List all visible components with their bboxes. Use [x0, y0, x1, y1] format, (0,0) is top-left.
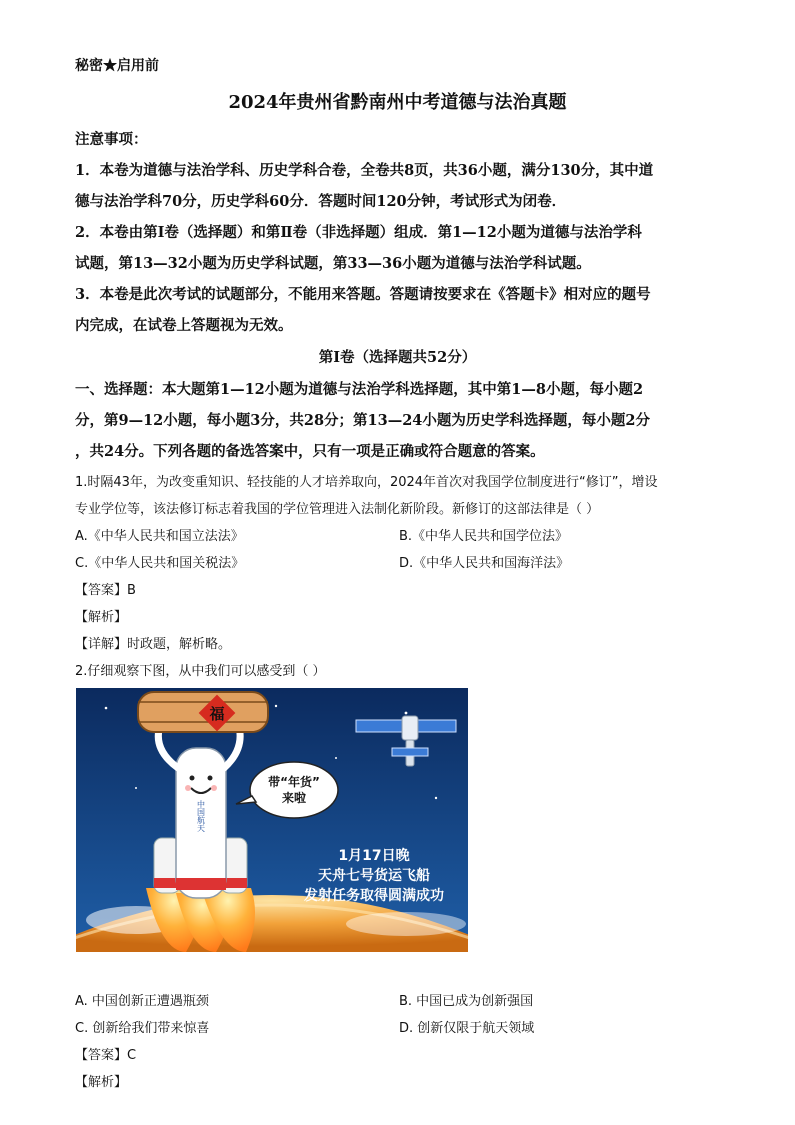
question-1-option-c: C.《中华人民共和国关税法》 [75, 556, 245, 571]
question-2-answer: 【答案】C [75, 1048, 137, 1063]
section-intro-line: 一、选择题：本大题第1—12小题为道德与法治学科选择题，其中第1—8小题，每小题2 [75, 381, 644, 398]
question-1-detail: 【详解】时政题，解析略。 [75, 637, 232, 652]
notice-line: 内完成，在试卷上答题视为无效。 [75, 317, 293, 334]
confidential-label: 秘密★启用前 [75, 58, 159, 74]
notice-line: 德与法治学科70分，历史学科60分．答题时间120分钟，考试形式为闭卷． [75, 193, 567, 210]
rocket-label: 中国航天 [196, 800, 206, 832]
notice-line: 2．本卷由第Ⅰ卷（选择题）和第Ⅱ卷（非选择题）组成．第1—12小题为道德与法治学科 [75, 224, 642, 241]
question-1-option-d: D.《中华人民共和国海洋法》 [399, 556, 570, 571]
question-2-option-d: D. 创新仅限于航天领域 [399, 1021, 535, 1036]
speech-bubble-line: 来啦 [281, 791, 307, 805]
page-title: 2024年贵州省黔南州中考道德与法治真题 [228, 92, 567, 113]
caption-line: 发射任务取得圆满成功 [304, 888, 444, 904]
question-2-stem: 2.仔细观察下图，从中我们可以感受到（ ） [75, 664, 326, 679]
question-1-option-b: B.《中华人民共和国学位法》 [399, 529, 569, 544]
section-intro-line: 分，第9—12小题，每小题3分，共28分；第13—24小题为历史学科选择题，每小题2分 [75, 412, 650, 429]
notice-heading: 注意事项： [75, 131, 148, 148]
question-1-stem: 1.时隔43年，为改变重知识、轻技能的人才培养取向，2024年首次对我国学位制度进行“修订”，增设 [75, 475, 658, 490]
question-2-illustration [76, 688, 468, 952]
question-2-analysis: 【解析】 [75, 1075, 128, 1090]
question-1-analysis: 【解析】 [75, 610, 128, 625]
question-2-option-a: A. 中国创新正遭遇瓶颈 [75, 994, 209, 1009]
rocket-cartoon-image [76, 688, 468, 952]
question-1-stem: 专业学位等，该法修订标志着我国的学位管理进入法制化新阶段。新修订的这部法律是（ ） [75, 502, 600, 517]
speech-bubble-line: 带“年货” [268, 775, 320, 789]
caption-line: 天舟七号货运飞船 [318, 868, 430, 884]
question-2-option-c: C. 创新给我们带来惊喜 [75, 1021, 210, 1036]
question-1-option-a: A.《中华人民共和国立法法》 [75, 529, 244, 544]
question-2-option-b: B. 中国已成为创新强国 [399, 994, 534, 1009]
section-heading: 第Ⅰ卷（选择题共52分） [318, 349, 477, 366]
barrel-icon [138, 692, 268, 732]
section-intro-line: ，共24分。下列各题的备选答案中，只有一项是正确或符合题意的答案。 [75, 443, 545, 460]
question-1-answer: 【答案】B [75, 583, 136, 598]
notice-line: 试题，第13—32小题为历史学科试题，第33—36小题为道德与法治学科试题。 [75, 255, 591, 272]
caption-line: 1月17日晚 [338, 848, 410, 864]
notice-line: 1．本卷为道德与法治学科、历史学科合卷，全卷共8页，共36小题，满分130分，其中道 [75, 162, 654, 179]
notice-line: 3．本卷是此次考试的试题部分，不能用来答题。答题请按要求在《答题卡》相对应的题号 [75, 286, 651, 303]
barrel-fu-character: 福 [209, 705, 225, 723]
